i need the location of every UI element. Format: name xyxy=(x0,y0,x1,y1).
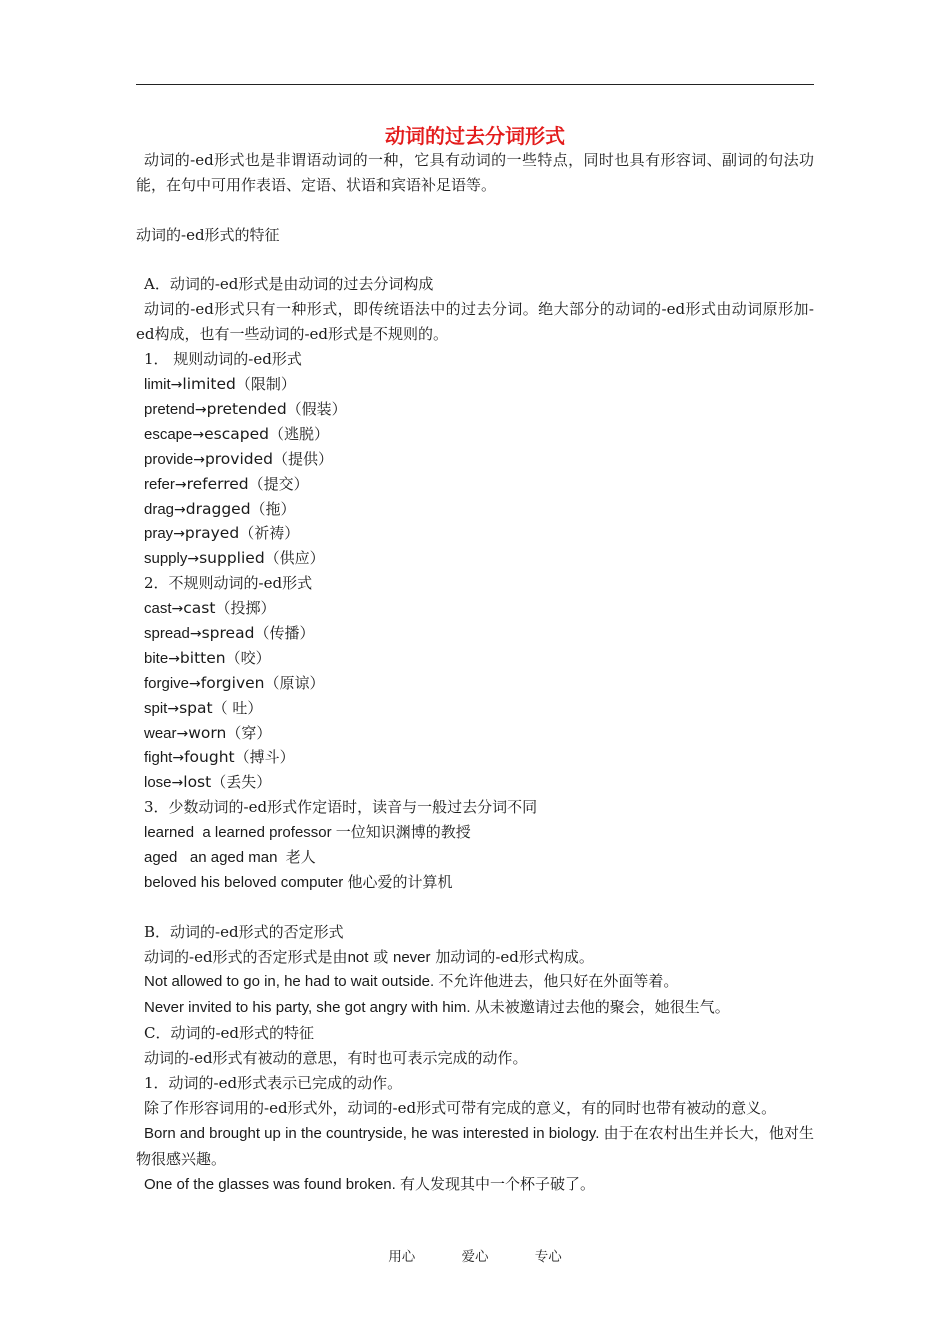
example-row xyxy=(136,995,814,1021)
example-row xyxy=(136,820,814,845)
verb-gloss: （限制） xyxy=(235,375,296,394)
arrow-icon: → xyxy=(170,377,183,394)
verb-past: limited xyxy=(182,375,236,394)
arrow-icon: → xyxy=(167,700,180,717)
verb-past: dragged xyxy=(185,499,251,518)
arrow-icon: → xyxy=(176,725,189,742)
verb-row xyxy=(136,696,814,721)
verb-gloss: （投掷） xyxy=(215,599,276,618)
verb-base: escape xyxy=(144,425,193,443)
verb-row xyxy=(136,671,814,696)
verb-base: pretend xyxy=(144,400,195,418)
verb-row xyxy=(136,372,814,397)
verb-gloss: （穿） xyxy=(226,723,272,742)
footer-item: 用心 xyxy=(388,1249,416,1265)
verb-past: prayed xyxy=(184,524,240,543)
example-english: Born and brought up in the countryside, he was interested in biology. xyxy=(144,1124,604,1142)
verb-past: cast xyxy=(183,599,216,618)
example-chinese: 一位知识渊博的教授 xyxy=(335,823,471,842)
verb-past: provided xyxy=(204,449,273,468)
regular-verbs-list xyxy=(136,372,814,571)
verb-row xyxy=(136,770,814,795)
verb-past: supplied xyxy=(199,549,265,568)
verb-base: spit xyxy=(144,699,168,717)
arrow-icon: → xyxy=(189,675,201,692)
verb-row xyxy=(136,422,814,447)
arrow-icon: → xyxy=(173,526,185,543)
example-row xyxy=(136,1121,814,1172)
verb-row xyxy=(136,646,814,671)
verb-row xyxy=(136,721,814,746)
example-row xyxy=(136,969,814,995)
page-title: 动词的过去分词形式 xyxy=(385,124,565,148)
arrow-icon: → xyxy=(172,750,185,767)
section-c-text: 动词的-ed形式有被动的意思，有时也可表示完成的动作。 xyxy=(144,1049,528,1068)
footer-item: 专心 xyxy=(534,1249,562,1265)
verb-base: wear xyxy=(144,724,177,742)
verb-row xyxy=(136,472,814,497)
features-heading: 动词的-ed形式的特征 xyxy=(136,225,280,244)
verb-row xyxy=(136,397,814,422)
intro-paragraph: 动词的-ed形式也是非谓语动词的一种，它具有动词的一些特点，同时也具有形容词、副词的句法功能，在句中可用作表语、定语、状语和宾语补足语等。 xyxy=(136,151,814,194)
section-b-heading: B．动词的-ed形式的否定形式 xyxy=(144,922,344,941)
header-rule xyxy=(136,84,814,85)
verb-row xyxy=(136,497,814,522)
adjective-examples-list xyxy=(136,820,814,895)
example-row xyxy=(136,1172,814,1198)
verb-base: refer xyxy=(144,475,175,493)
verb-gloss: （拖） xyxy=(250,499,296,518)
verb-base: lose xyxy=(144,774,172,792)
arrow-icon: → xyxy=(174,476,187,493)
verb-past: fought xyxy=(184,748,235,767)
document-body xyxy=(136,148,814,1198)
verb-base: spread xyxy=(144,624,190,642)
verb-gloss: （逃脱） xyxy=(268,424,329,443)
verb-base: cast xyxy=(144,600,172,618)
arrow-icon: → xyxy=(168,650,180,667)
verb-gloss: （丢失） xyxy=(211,773,272,792)
verb-gloss: （ 吐） xyxy=(212,698,263,717)
footer-item: 爱心 xyxy=(461,1249,489,1265)
arrow-icon: → xyxy=(187,551,200,568)
example-chinese: 有人发现其中一个杯子破了。 xyxy=(400,1174,596,1193)
verb-row xyxy=(136,596,814,621)
arrow-icon: → xyxy=(192,426,205,443)
verb-past: spread xyxy=(201,623,255,642)
verb-past: forgiven xyxy=(200,673,265,692)
arrow-icon: → xyxy=(171,601,184,618)
arrow-icon: → xyxy=(193,451,205,468)
arrow-icon: → xyxy=(189,625,202,642)
verb-gloss: （搏斗） xyxy=(234,748,295,767)
verb-base: forgive xyxy=(144,674,190,692)
example-chinese: 他心爱的计算机 xyxy=(347,872,453,891)
section-c-sub1-heading: 1．动词的-ed形式表示已完成的动作。 xyxy=(144,1074,403,1093)
verb-row xyxy=(136,521,814,546)
verb-row xyxy=(136,745,814,770)
verb-base: drag xyxy=(144,500,175,518)
example-row xyxy=(136,845,814,870)
verb-gloss: （提供） xyxy=(273,449,334,468)
verb-base: fight xyxy=(144,749,173,767)
verb-past: pretended xyxy=(206,399,287,418)
verb-base: bite xyxy=(144,649,169,667)
arrow-icon: → xyxy=(171,775,184,792)
verb-past: referred xyxy=(186,474,249,493)
verb-row xyxy=(136,447,814,472)
section-a-text: 动词的-ed形式只有一种形式，即传统语法中的过去分词。绝大部分的动词的-ed形式由动词原形加-ed构成，也有一些动词的-ed形式是不规则的。 xyxy=(136,300,814,344)
page-footer xyxy=(136,1246,814,1268)
verb-base: pray xyxy=(144,525,174,543)
verb-past: escaped xyxy=(204,424,269,443)
example-chinese: 老人 xyxy=(285,848,316,866)
verb-base: supply xyxy=(144,550,188,568)
section-c-sub1-text: 除了作形容词用的-ed形式外，动词的-ed形式可带有完成的意义，有的同时也带有被动的意义。 xyxy=(144,1098,777,1117)
verb-row xyxy=(136,546,814,571)
verb-past: spat xyxy=(179,698,213,717)
verb-gloss: （供应） xyxy=(264,549,325,568)
example-chinese: 从未被邀请过去他的聚会，她很生气。 xyxy=(474,998,730,1017)
adjective-heading: 3．少数动词的-ed形式作定语时，读音与一般过去分词不同 xyxy=(144,798,538,817)
section-c-examples xyxy=(136,1121,814,1198)
example-chinese: 不允许他进去，他只好在外面等着。 xyxy=(438,972,679,991)
verb-base: limit xyxy=(144,376,171,394)
section-a-heading: A．动词的-ed形式是由动词的过去分词构成 xyxy=(144,275,434,294)
section-c-heading: C．动词的-ed形式的特征 xyxy=(144,1024,315,1043)
example-english: Never invited to his party, she got angry with him. xyxy=(144,999,475,1017)
example-english: learned a learned professor xyxy=(144,824,336,842)
verb-gloss: （祈祷） xyxy=(239,524,300,543)
example-english: aged an aged man xyxy=(144,849,286,866)
verb-gloss: （咬） xyxy=(225,648,271,667)
verb-row xyxy=(136,621,814,646)
example-english: Not allowed to go in, he had to wait outside. xyxy=(144,973,439,991)
arrow-icon: → xyxy=(194,401,207,418)
verb-past: worn xyxy=(188,723,227,742)
verb-base: provide xyxy=(144,450,194,468)
example-english: beloved his beloved computer xyxy=(144,873,348,891)
example-row xyxy=(136,870,814,895)
section-b-text: 动词的-ed形式的否定形式是由not 或 never 加动词的-ed形式构成。 xyxy=(144,947,594,966)
example-english: One of the glasses was found broken. xyxy=(144,1175,400,1193)
irregular-verbs-heading: 2．不规则动词的-ed形式 xyxy=(144,574,313,593)
verb-past: lost xyxy=(183,773,212,792)
verb-gloss: （传播） xyxy=(254,623,315,642)
verb-gloss: （假装） xyxy=(286,399,347,418)
verb-gloss: （提交） xyxy=(248,474,309,493)
verb-past: bitten xyxy=(179,648,226,667)
section-b-examples xyxy=(136,969,814,1021)
irregular-verbs-list xyxy=(136,596,814,795)
example-chinese: 由于在农村出生并长大，他对生物很感兴趣。 xyxy=(136,1123,814,1168)
regular-verbs-heading: 1． 规则动词的-ed形式 xyxy=(144,350,302,369)
verb-gloss: （原谅） xyxy=(264,673,325,692)
arrow-icon: → xyxy=(174,501,186,518)
